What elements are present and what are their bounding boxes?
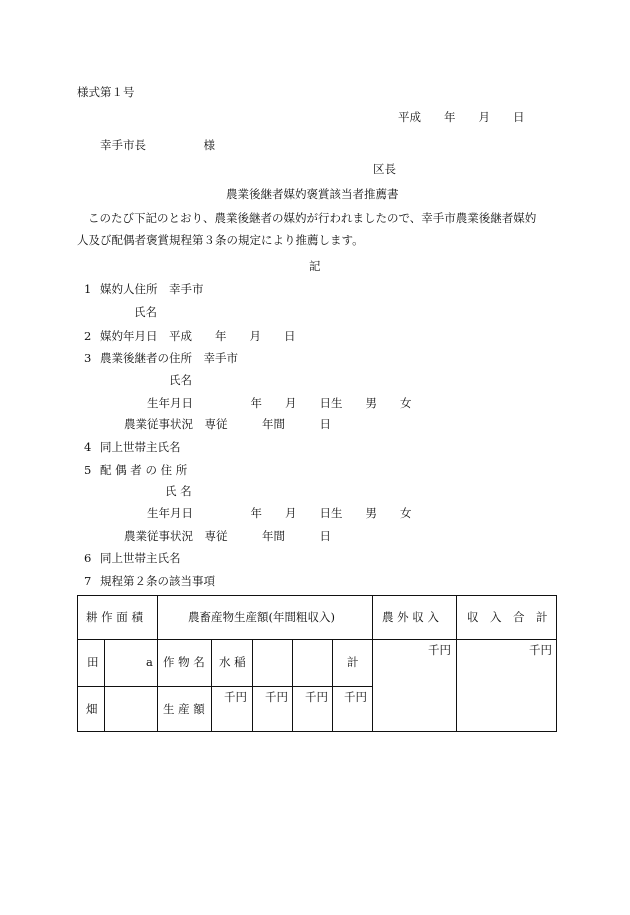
form-number: 様式第１号 [77, 85, 135, 99]
item-5-number: 5 [84, 463, 92, 477]
crop3-amount-unit: 千円 [305, 690, 328, 704]
item-2-label: 媒妁年月日 平成 年 月 日 [100, 329, 296, 343]
row-paddy-label: 田 [87, 655, 99, 669]
crop-rice: 水 稲 [219, 655, 246, 669]
ki-label: 記 [309, 259, 321, 273]
item-6-label: 同上世帯主氏名 [100, 551, 181, 565]
item-3-name-label: 氏名 [169, 373, 192, 387]
item-1-number: 1 [84, 282, 92, 296]
non-farm-income-unit: 千円 [428, 643, 451, 657]
item-6-number: 6 [84, 551, 92, 565]
item-5-birth-line: 生年月日 年 月 日生 男 女 [147, 506, 412, 520]
item-4-label: 同上世帯主氏名 [100, 440, 181, 454]
item-7-label: 規程第２条の該当事項 [100, 574, 215, 588]
item-3-work-line: 農業従事状況 専従 年間 日 [124, 417, 331, 431]
row-field-label: 畑 [86, 702, 98, 716]
paddy-unit-a: a [146, 655, 153, 669]
item-5-label: 配 偶 者 の 住 所 [100, 463, 188, 477]
item-5-name-label: 氏 名 [165, 484, 192, 498]
item-5-work-line: 農業従事状況 専従 年間 日 [124, 529, 331, 543]
body-line-2: 人及び配偶者褒賞規程第３条の規定により推薦します。 [77, 233, 364, 247]
header-cultivated-area: 耕 作 面 積 [86, 610, 143, 624]
sender-title: 区長 [373, 162, 396, 176]
production-amount-label: 生 産 額 [163, 702, 205, 716]
item-2-number: 2 [84, 329, 92, 343]
rice-amount-unit: 千円 [224, 690, 247, 704]
date-line: 平成 年 月 日 [398, 110, 525, 124]
item-4-number: 4 [84, 440, 92, 454]
item-7-number: 7 [84, 574, 92, 588]
header-total-income: 収 入 合 計 [467, 610, 548, 624]
crop-sum-label: 計 [347, 655, 359, 669]
body-line-1: このたび下記のとおり、農業後継者の媒妁が行われましたので、幸手市農業後継者媒妁 [88, 211, 537, 225]
crop2-amount-unit: 千円 [265, 690, 288, 704]
sum-amount-unit: 千円 [344, 690, 367, 704]
document-title: 農業後継者媒妁褒賞該当者推薦書 [226, 187, 399, 201]
item-1-label: 媒妁人住所 幸手市 [100, 282, 204, 296]
crop-name-label: 作 物 名 [163, 655, 205, 669]
item-1-name-label: 氏名 [134, 305, 157, 319]
item-3-number: 3 [84, 351, 92, 365]
header-production-amount: 農畜産物生産額(年間粗収入) [188, 610, 335, 624]
addressee: 幸手市長 様 [100, 138, 215, 152]
total-income-unit: 千円 [529, 643, 552, 657]
item-3-label: 農業後継者の住所 幸手市 [100, 351, 238, 365]
item-3-birth-line: 生年月日 年 月 日生 男 女 [147, 396, 412, 410]
header-non-farm-income: 農 外 収 入 [382, 610, 439, 624]
